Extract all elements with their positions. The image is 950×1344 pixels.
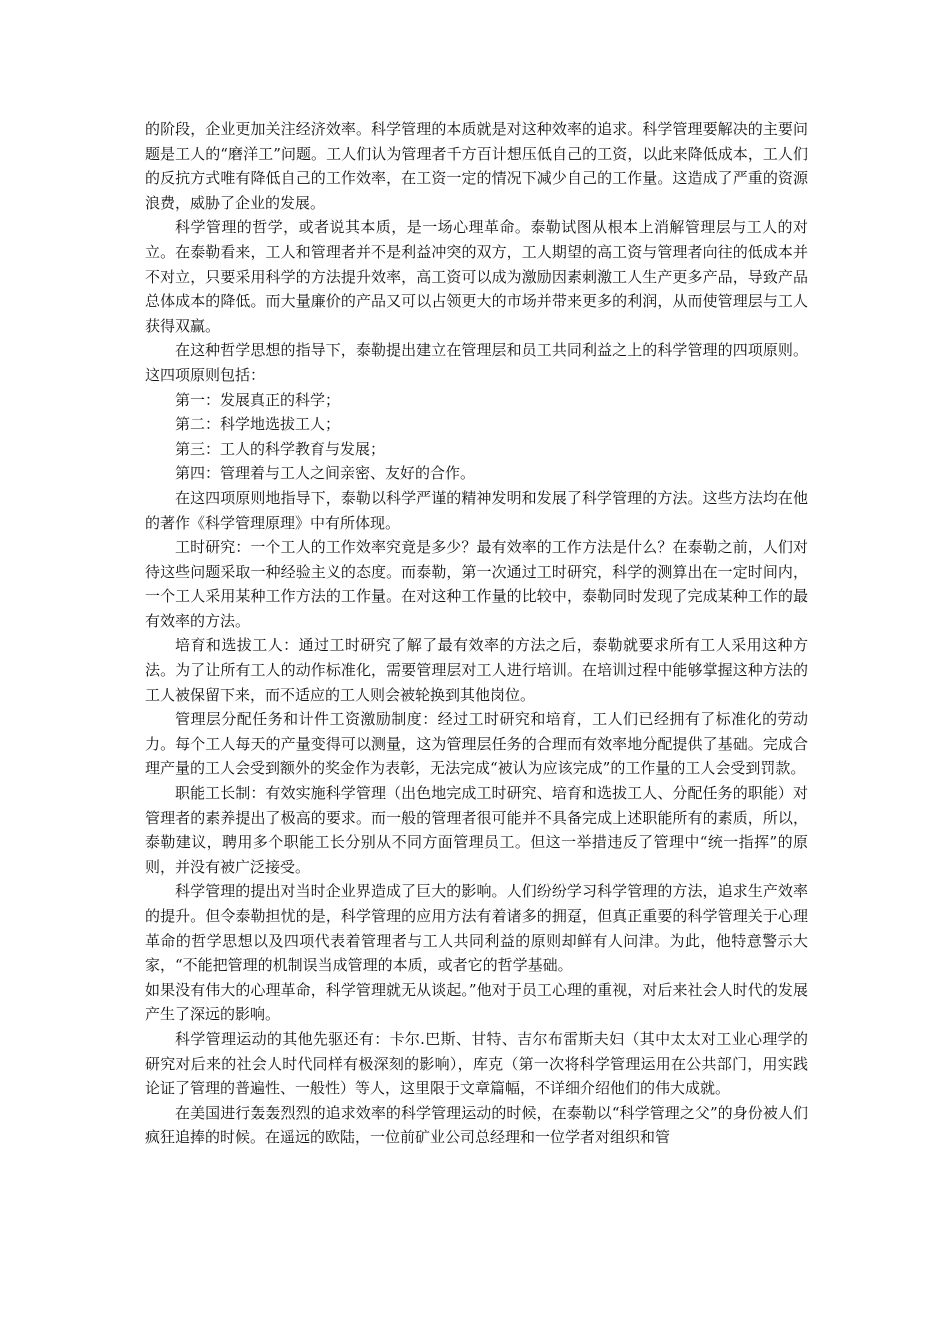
paragraph-time-study: 工时研究：一个工人的工作效率究竟是多少？最有效率的工作方法是什么？在泰勒之前，人们对待这些问题采取一种经验主义的态度。而泰勒，第一次通过工时研究，科学的测算出在一定时间内，一个工人采用某种工作方法的工作量。在对这种工作量的比较中，泰勒同时发现了完成某种工作的最有效率的方法。 [145, 538, 808, 630]
paragraph-3: 在这种哲学思想的指导下，泰勒提出建立在管理层和员工共同利益之上的科学管理的四项原则。这四项原则包括： [145, 341, 808, 384]
paragraph-training: 培育和选拔工人：通过工时研究了解了最有效率的方法之后，泰勒就要求所有工人采用这种方法。为了让所有工人的动作标准化，需要管理层对工人进行培训。在培训过程中能够掌握这种方法的工人被保留下来，而不适应的工人则会被轮换到其他岗位。 [145, 636, 808, 704]
principle-item-2: 第二：科学地选拔工人； [175, 415, 341, 434]
paragraph-functional-foreman: 职能工长制：有效实施科学管理（出色地完成工时研究、培育和选拔工人、分配任务的职能）对管理者的素养提出了极高的要求。而一般的管理者很可能并不具备完成上述职能所有的素质，所以，泰勒建议，聘用多个职能工长分别从不同方面管理员工。但这一举措违反了管理中“统一指挥”的原则，并没有被广泛接受。 [145, 784, 808, 876]
principle-item-1: 第一：发展真正的科学； [175, 390, 341, 409]
document-body [145, 117, 808, 1150]
paragraph-impact-continued: 如果没有伟大的心理革命，科学管理就无从谈起。”他对于员工心理的重视，对后来社会人时代的发展产生了深远的影响。 [145, 980, 808, 1024]
paragraph-impact: 科学管理的提出对当时企业界造成了巨大的影响。人们纷纷学习科学管理的方法，追求生产效率的提升。但令泰勒担忧的是，科学管理的应用方法有着诸多的拥趸，但真正重要的科学管理关于心理革命的哲学思想以及四项代表着管理者与工人共同利益的原则却鲜有人问津。为此，他特意警示大家，“不能把管理的机制误当成管理的本质，或者它的哲学基础。 [145, 882, 808, 975]
principle-item-3: 第三：工人的科学教育与发展； [175, 439, 386, 458]
paragraph-1: 的阶段，企业更加关注经济效率。科学管理的本质就是对这种效率的追求。科学管理要解决的主要问题是工人的“磨洋工”问题。工人们认为管理者千方百计想压低自己的工资，以此来降低成本，工人们的反抗方式唯有降低自己的工作效率，在工资一定的情况下减少自己的工作量。这造成了严重的资源浪费，威胁了企业的发展。 [145, 120, 808, 212]
principle-item-4: 第四：管理着与工人之间亲密、友好的合作。 [175, 464, 476, 483]
paragraph-methods-intro: 在这四项原则地指导下，泰勒以科学严谨的精神发明和发展了科学管理的方法。这些方法均在他的著作《科学管理原理》中有所体现。 [145, 488, 808, 532]
paragraph-piece-rate: 管理层分配任务和计件工资激励制度：经过工时研究和培育，工人们已经拥有了标准化的劳动力。每个工人每天的产量变得可以测量，这为管理层任务的合理而有效率地分配提供了基础。完成合理产量的工人会受到额外的奖金作为表彰，无法完成“被认为应该完成”的工作量的工人会受到罚款。 [145, 710, 808, 778]
paragraph-europe: 在美国进行轰轰烈烈的追求效率的科学管理运动的时候，在泰勒以“科学管理之父”的身份被人们疯狂追捧的时候。在遥远的欧陆，一位前矿业公司总经理和一位学者对组织和管 [145, 1103, 808, 1147]
paragraph-2: 科学管理的哲学，或者说其本质，是一场心理革命。泰勒试图从根本上消解管理层与工人的对立。在泰勒看来，工人和管理者并不是利益冲突的双方，工人期望的高工资与管理者向往的低成本并不对立，只要采用科学的方法提升效率，高工资可以成为激励因素刺激工人生产更多产品，导致产品总体成本的降低。而大量廉价的产品又可以占领更大的市场并带来更多的利润，从而使管理层与工人获得双赢。 [145, 218, 808, 335]
paragraph-pioneers: 科学管理运动的其他先驱还有：卡尔.巴斯、甘特、吉尔布雷斯夫妇（其中太太对工业心理学的研究对后来的社会人时代同样有极深刻的影响），库克（第一次将科学管理运用在公共部门，用实践论证了管理的普遍性、一般性）等人，这里限于文章篇幅，不详细介绍他们的伟大成就。 [145, 1029, 808, 1098]
